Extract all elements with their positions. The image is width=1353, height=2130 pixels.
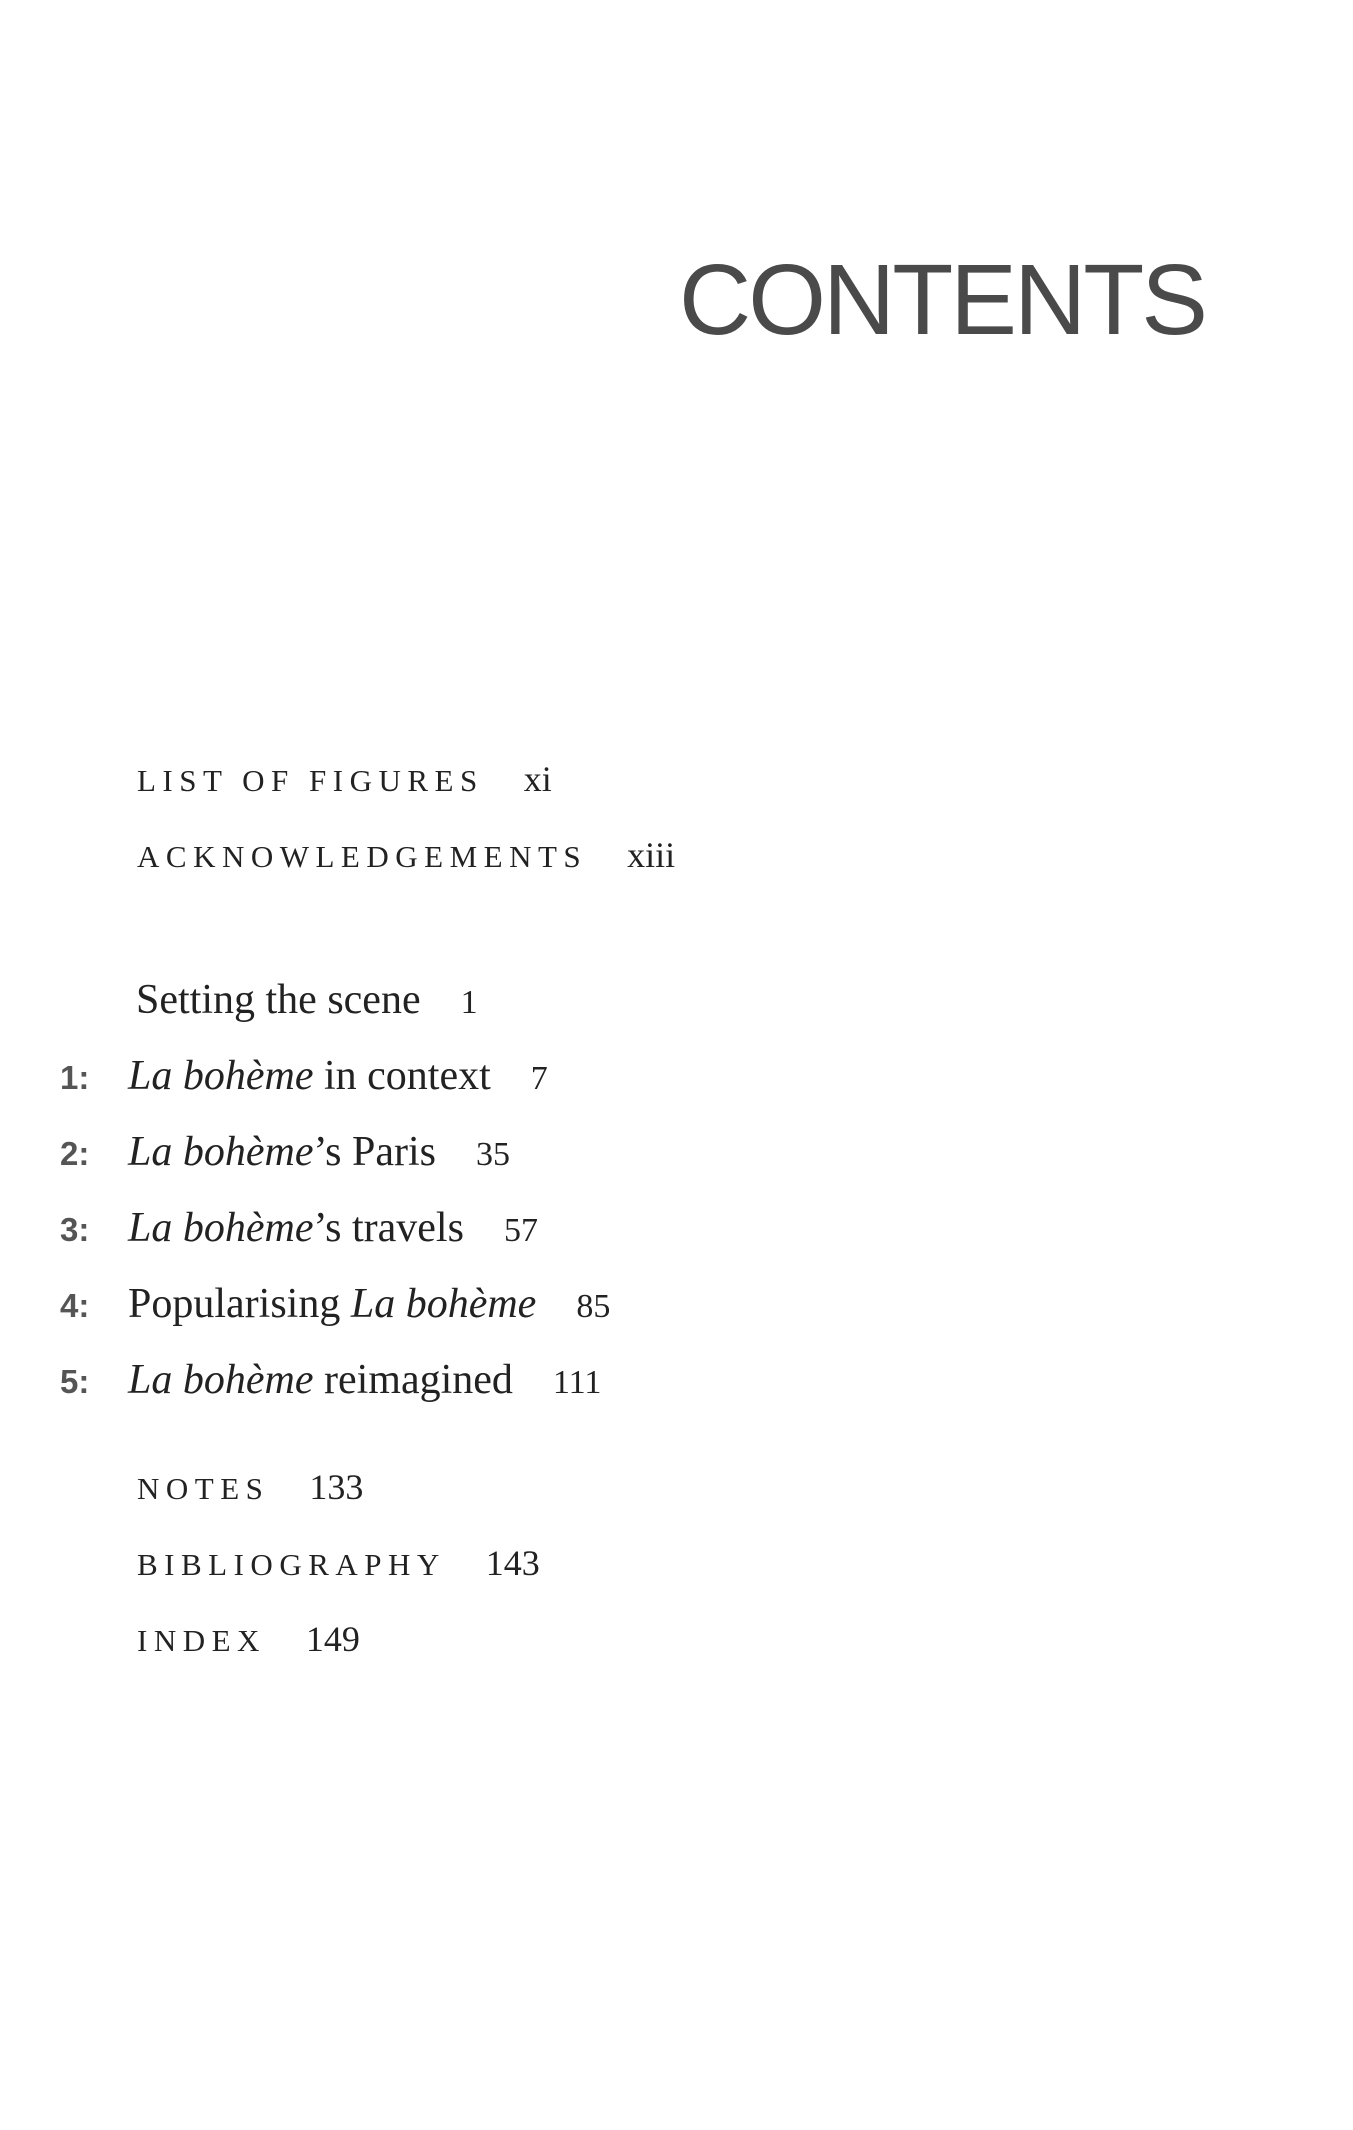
toc-entry-label: BIBLIOGRAPHY xyxy=(137,1547,446,1582)
chapter-title-part: ’s Paris xyxy=(313,1129,436,1175)
toc-entry-index[interactable] xyxy=(137,1618,540,1694)
chapter-title xyxy=(128,1128,436,1176)
chapter-title-part: in context xyxy=(313,1053,491,1099)
chapter-number: 5: xyxy=(60,1363,90,1400)
chapter-page: 1 xyxy=(460,984,478,1021)
toc-entry-chapter-5[interactable] xyxy=(60,1356,610,1432)
chapter-title xyxy=(128,1052,491,1100)
toc-entry-page: 133 xyxy=(309,1467,364,1507)
chapter-title-part: La bohème xyxy=(128,1053,314,1099)
chapter-title-part: La bohème xyxy=(128,1129,314,1175)
chapter-list xyxy=(60,976,610,1432)
chapter-title-part: La bohème xyxy=(128,1357,314,1403)
toc-entry-chapter-1[interactable] xyxy=(60,1052,610,1128)
toc-entry-acknowledgements[interactable] xyxy=(137,834,675,910)
chapter-title-part: reimagined xyxy=(313,1357,513,1403)
toc-entry-page: xi xyxy=(523,759,552,799)
page-title: CONTENTS xyxy=(679,244,1205,356)
back-matter-list xyxy=(137,1466,540,1694)
toc-entry-label: ACKNOWLEDGEMENTS xyxy=(137,839,588,874)
chapter-title-part: ’s travels xyxy=(313,1205,464,1251)
toc-entry-page: xiii xyxy=(627,835,676,875)
toc-entry-bibliography[interactable] xyxy=(137,1542,540,1618)
chapter-page: 7 xyxy=(530,1060,548,1097)
toc-entry-page: 149 xyxy=(305,1619,360,1659)
chapter-title-part: La bohème xyxy=(350,1281,537,1327)
toc-entry-chapter-3[interactable] xyxy=(60,1204,610,1280)
chapter-page: 85 xyxy=(576,1288,611,1325)
toc-entry-page: 143 xyxy=(485,1543,540,1583)
toc-entry-label: NOTES xyxy=(137,1471,270,1506)
toc-entry-notes[interactable] xyxy=(137,1466,540,1542)
toc-entry-list-of-figures[interactable] xyxy=(137,758,675,834)
chapter-title xyxy=(128,1204,464,1252)
chapter-title xyxy=(128,1280,536,1328)
chapter-number: 4: xyxy=(60,1287,90,1324)
chapter-page: 35 xyxy=(476,1136,510,1173)
chapter-number: 3: xyxy=(60,1211,90,1248)
chapter-page: 111 xyxy=(552,1364,602,1401)
chapter-number: 2: xyxy=(60,1135,90,1172)
toc-entry-label: INDEX xyxy=(137,1623,266,1658)
chapter-title-part: Setting the scene xyxy=(136,977,421,1023)
toc-entry-label: LIST OF FIGURES xyxy=(137,763,484,798)
chapter-title-part: Popularising xyxy=(128,1281,351,1327)
toc-entry-chapter-4[interactable] xyxy=(60,1280,610,1356)
chapter-page: 57 xyxy=(503,1212,538,1249)
toc-entry-setting-the-scene[interactable] xyxy=(60,976,610,1052)
chapter-title xyxy=(128,1356,513,1404)
toc-entry-chapter-2[interactable] xyxy=(60,1128,610,1204)
chapter-number: 1: xyxy=(60,1059,90,1096)
front-matter-list xyxy=(137,758,675,910)
chapter-title xyxy=(136,976,421,1024)
chapter-title-part: La bohème xyxy=(128,1205,314,1251)
